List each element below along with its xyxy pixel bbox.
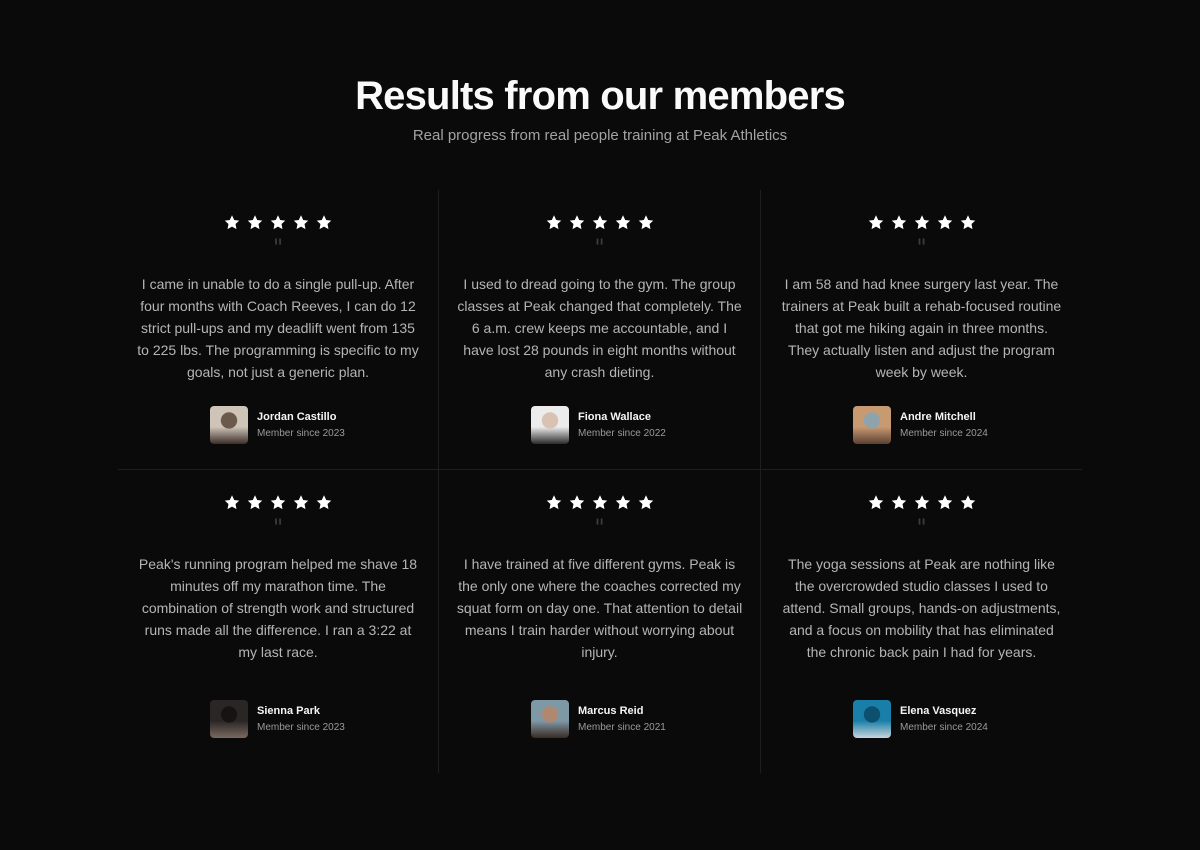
star-icon (867, 214, 885, 231)
star-icon (269, 494, 287, 511)
testimonial-text: The yoga sessions at Peak are nothing like the overcrowded studio classes I used to attend. Small groups, hands-on adjustments, and a focus on mobility that has eliminated the chronic back pain I had for years. (782, 556, 1061, 660)
author-name: Fiona Wallace (578, 410, 651, 423)
quote-icon: " (272, 516, 284, 541)
star-rating (867, 494, 977, 511)
star-icon (637, 494, 655, 511)
quote-icon: " (916, 236, 927, 261)
star-icon (315, 214, 333, 231)
quote-icon: " (916, 516, 927, 541)
avatar (210, 406, 248, 444)
star-icon (890, 494, 908, 511)
star-rating (867, 214, 977, 231)
star-icon (614, 214, 632, 231)
star-icon (292, 214, 310, 231)
author-name: Andre Mitchell (900, 410, 976, 423)
quote-icon: " (594, 516, 605, 541)
star-icon (867, 494, 885, 511)
quote-icon: " (272, 236, 284, 261)
avatar (853, 700, 891, 738)
star-icon (591, 494, 609, 511)
star-rating (545, 214, 655, 231)
star-icon (568, 494, 586, 511)
testimonial-author (210, 700, 345, 738)
member-since: Member since 2023 (257, 427, 345, 439)
testimonial-text: I have trained at five different gyms. Peak is the only one where the coaches corrected my squat form on day one. That attention to detail means I train harder without worrying about injury. (456, 556, 743, 660)
quote-icon: " (594, 236, 605, 261)
star-icon (223, 494, 241, 511)
testimonial-card (118, 190, 439, 470)
avatar (531, 700, 569, 738)
member-since: Member since 2022 (578, 427, 666, 439)
page-title: Results from our members (355, 74, 845, 118)
author-name: Jordan Castillo (257, 410, 337, 423)
star-icon (936, 494, 954, 511)
star-icon (246, 214, 264, 231)
star-icon (890, 214, 908, 231)
star-icon (315, 494, 333, 511)
author-name: Marcus Reid (578, 704, 644, 717)
author-name: Elena Vasquez (900, 704, 977, 717)
star-icon (614, 494, 632, 511)
testimonial-text: I am 58 and had knee surgery last year. The trainers at Peak built a rehab-focused routine that got me hiking again in three months. They actually listen and adjust the program week by week. (781, 276, 1062, 380)
testimonial-author (853, 700, 988, 738)
star-rating (545, 494, 655, 511)
testimonial-text: Peak's running program helped me shave 18 minutes off my marathon time. The combination of strength work and structured runs made all the difference. I ran a 3:22 at my last race. (138, 556, 418, 660)
star-icon (913, 214, 931, 231)
testimonials-grid (118, 190, 1082, 773)
star-icon (913, 494, 931, 511)
testimonial-text: I came in unable to do a single pull-up. After four months with Coach Reeves, I can do 12 strict pull-ups and my deadlift went from 135 to 225 lbs. The programming is specific to my goals, not just a generic plan. (137, 276, 419, 380)
star-rating (223, 214, 333, 231)
star-icon (637, 214, 655, 231)
testimonial-card (439, 190, 761, 470)
star-icon (545, 494, 563, 511)
star-icon (591, 214, 609, 231)
testimonial-card (118, 470, 439, 773)
member-since: Member since 2021 (578, 721, 666, 733)
testimonial-author (531, 700, 666, 738)
star-icon (936, 214, 954, 231)
star-icon (568, 214, 586, 231)
star-icon (959, 494, 977, 511)
testimonial-card (439, 470, 761, 773)
star-icon (545, 214, 563, 231)
star-rating (223, 494, 333, 511)
avatar (210, 700, 248, 738)
star-icon (292, 494, 310, 511)
star-icon (269, 214, 287, 231)
member-since: Member since 2024 (900, 721, 988, 733)
testimonial-author (531, 406, 666, 444)
testimonial-author (853, 406, 988, 444)
testimonial-text: I used to dread going to the gym. The group classes at Peak changed that completely. The 6 a.m. crew keeps me accountable, and I have lost 28 pounds in eight months without any crash dieting. (457, 276, 742, 380)
avatar (531, 406, 569, 444)
section-header (0, 72, 1200, 146)
page-subtitle: Real progress from real people training at Peak Athletics (412, 127, 788, 144)
author-name: Sienna Park (257, 704, 320, 717)
testimonial-card (761, 190, 1082, 470)
avatar (853, 406, 891, 444)
star-icon (223, 214, 241, 231)
star-icon (959, 214, 977, 231)
member-since: Member since 2023 (257, 721, 345, 733)
member-since: Member since 2024 (900, 427, 988, 439)
testimonial-author (210, 406, 345, 444)
star-icon (246, 494, 264, 511)
testimonial-card (761, 470, 1082, 773)
